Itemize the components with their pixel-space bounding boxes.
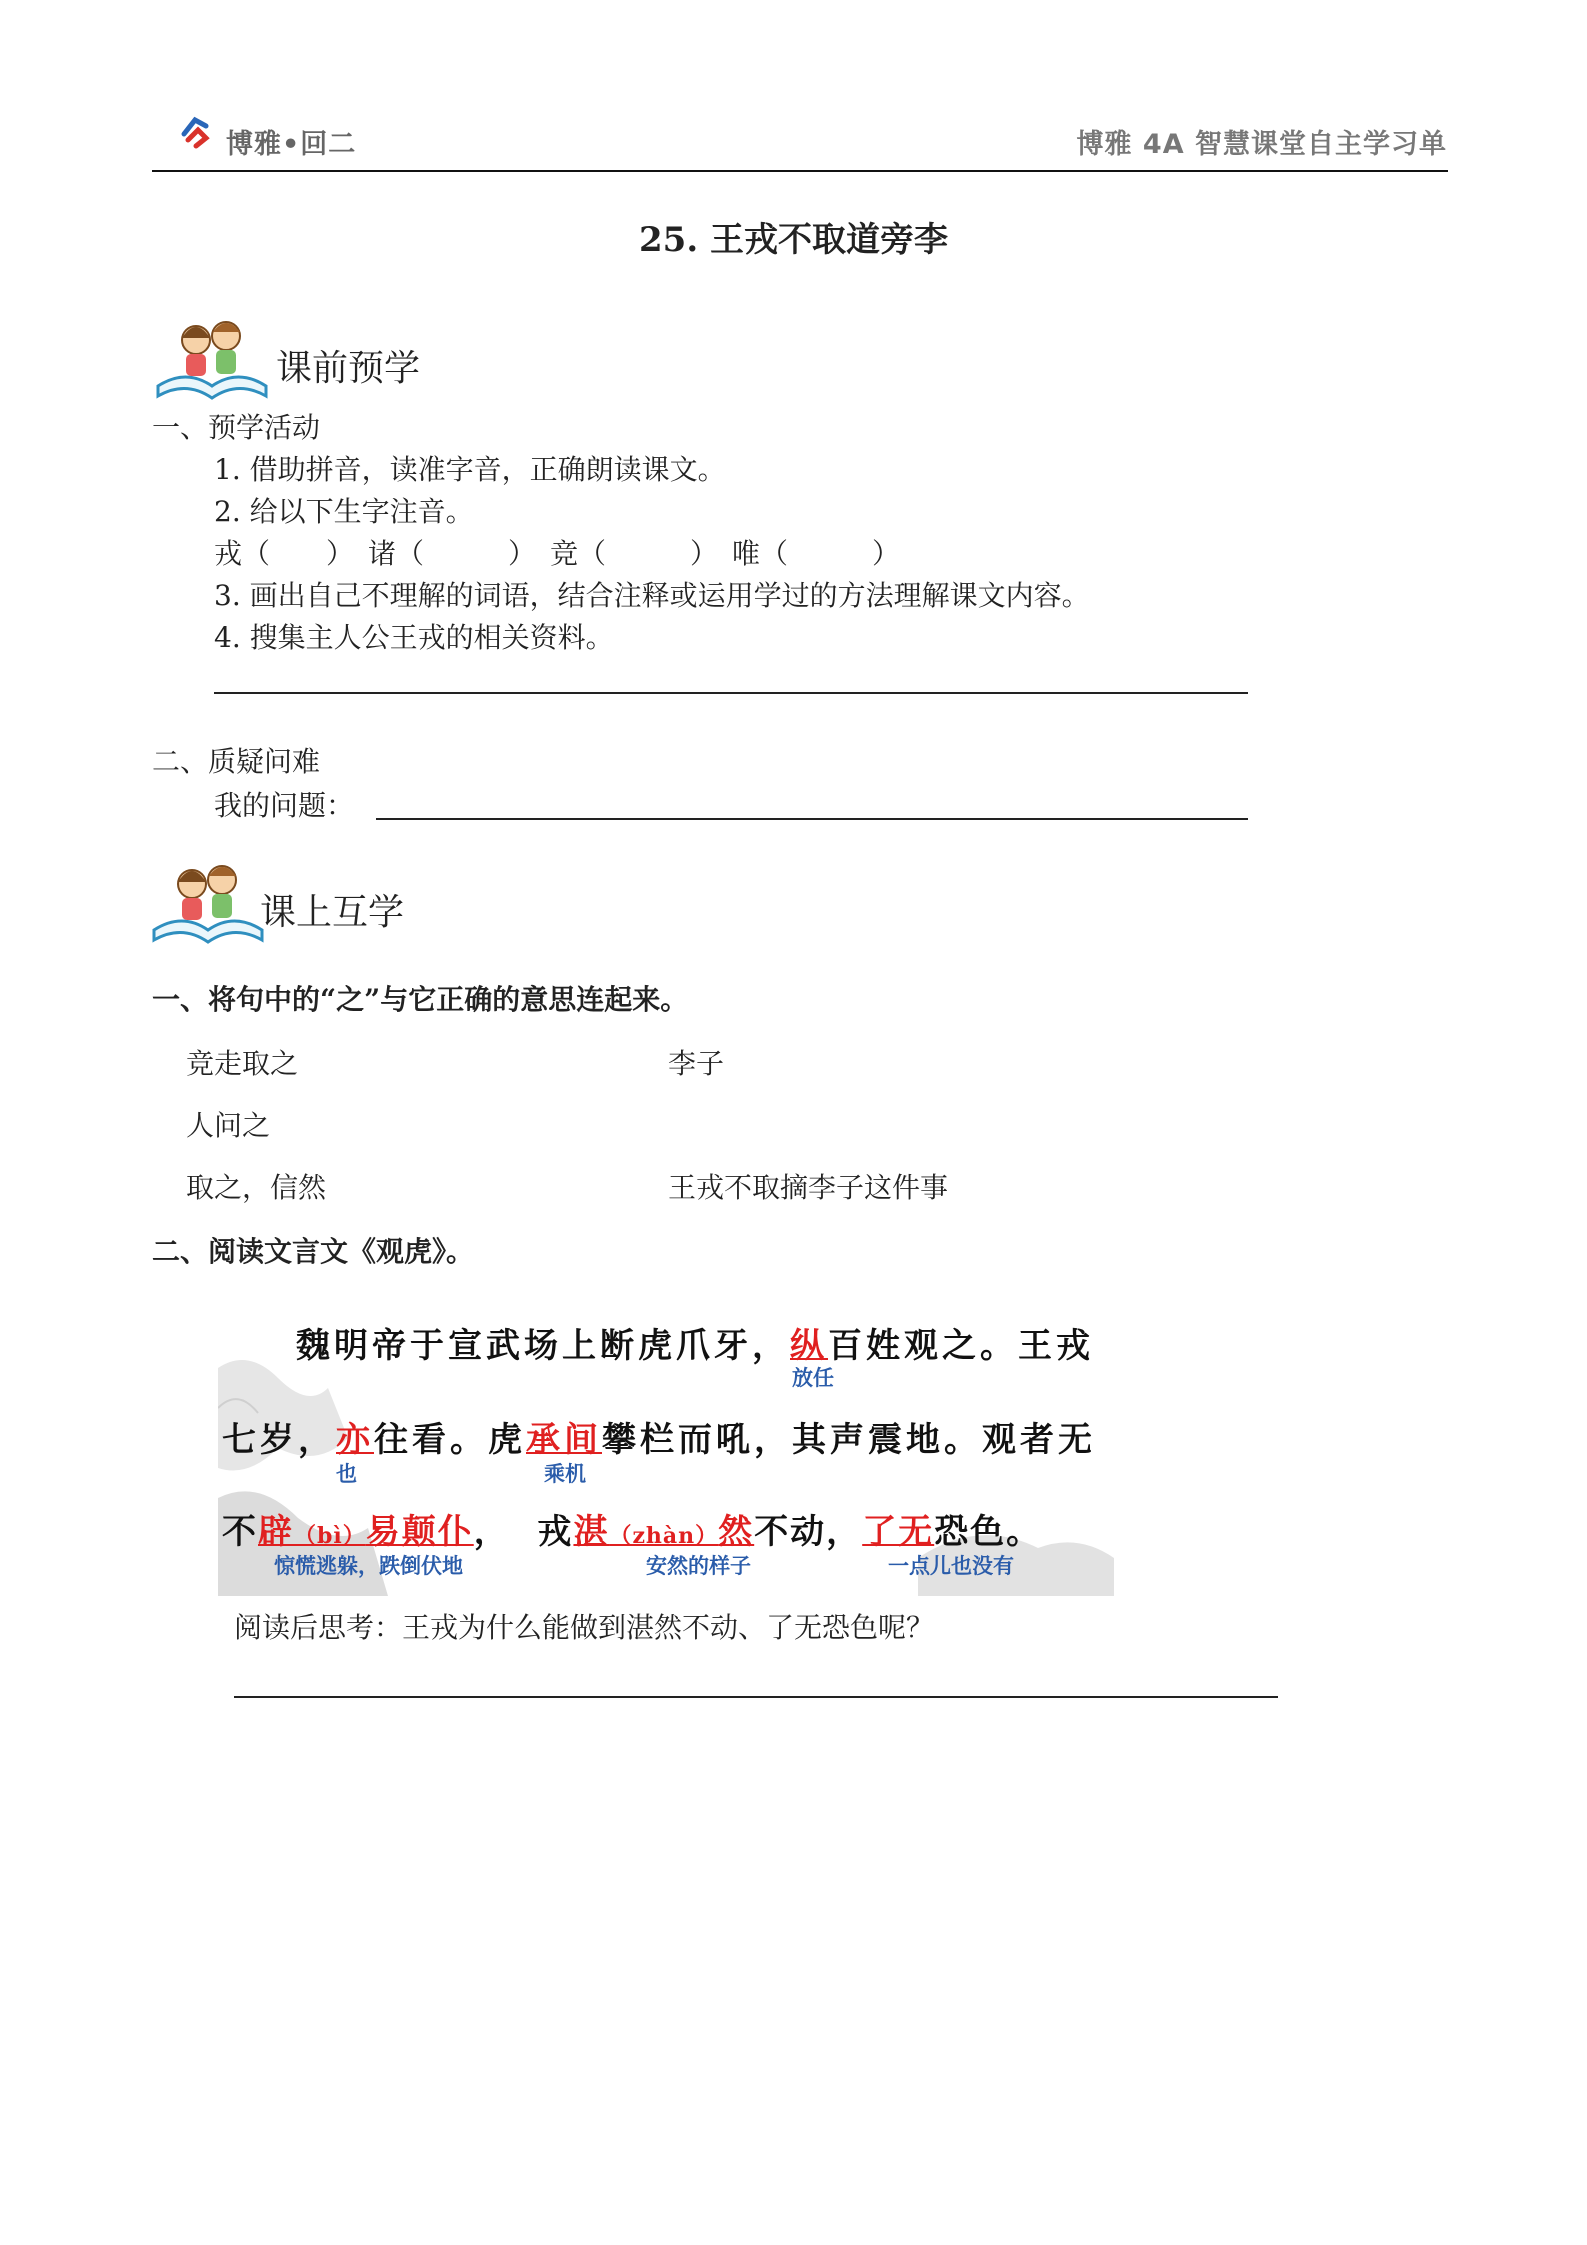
gloss-liaowu: 一点儿也没有 [888, 1553, 1014, 1578]
q1-label: 一、将句中的“之”与它正确的意思连起来。 [152, 983, 689, 1016]
prestudy-item-3: 3. 画出自己不理解的词语，结合注释或运用学过的方法理解课文内容。 [214, 579, 1090, 612]
pinyin-zhan: （zhàn） [609, 1523, 719, 1549]
passage-text: 不动， [754, 1512, 863, 1552]
my-question-label: 我的问题： [214, 789, 355, 822]
passage-line-2 [222, 1412, 1096, 1461]
part-questions-label: 二、质疑问难 [152, 745, 321, 778]
kids-reading-icon [152, 310, 272, 406]
pinyin-bi: （bì） [294, 1523, 366, 1549]
section-in-class-heading: 课上互学 [260, 892, 405, 933]
page-title: 25. 王戎不取道旁李 [639, 220, 948, 260]
highlight-bi: 辟 [258, 1512, 294, 1552]
passage-line-1 [296, 1318, 1094, 1367]
prestudy-item-1: 1. 借助拼音，读准字音，正确朗读课文。 [214, 453, 726, 486]
passage-text: ， 戎 [473, 1512, 574, 1552]
header-rule [152, 170, 1448, 172]
answer-line-materials[interactable] [214, 692, 1248, 694]
passage-text: 攀栏而吼，其声震地。观者无 [602, 1420, 1096, 1460]
match-left-1[interactable]: 竞走取之 [186, 1047, 299, 1080]
gloss-zhanran: 安然的样子 [646, 1553, 751, 1578]
gloss-chengjian: 乘机 [544, 1461, 586, 1486]
highlight-zhan: 湛 [573, 1512, 610, 1552]
match-right-2[interactable]: 王戎不取摘李子这件事 [668, 1171, 949, 1204]
q2-label: 二、阅读文言文《观虎》。 [152, 1235, 475, 1268]
passage-figure [218, 1318, 1114, 1596]
match-left-2[interactable]: 人问之 [186, 1109, 271, 1142]
match-left-3[interactable]: 取之，信然 [186, 1171, 327, 1204]
header-brand: 博雅•回二 [226, 129, 357, 160]
prestudy-item-4: 4. 搜集主人公王戎的相关资料。 [214, 621, 614, 654]
highlight-chengjian: 承间 [526, 1420, 602, 1460]
think-question: 阅读后思考：王戎为什么能做到湛然不动、了无恐色呢？ [234, 1611, 935, 1644]
highlight-yidianpu: 易颠仆 [365, 1512, 474, 1552]
part-prestudy-activities-label: 一、预学活动 [152, 411, 321, 444]
passage-line-3 [222, 1504, 1042, 1553]
gloss-zong: 放任 [792, 1365, 834, 1390]
brand-logo-icon [176, 112, 214, 150]
header-series-title: 博雅 4A 智慧课堂自主学习单 [1076, 129, 1447, 160]
passage-text: 百姓观之。王戎 [828, 1326, 1094, 1366]
match-right-1[interactable]: 李子 [668, 1047, 725, 1080]
kids-reading-icon [148, 854, 268, 950]
highlight-yi: 亦 [336, 1420, 374, 1460]
answer-line-my-question[interactable] [376, 818, 1248, 820]
passage-text: 七岁， [222, 1420, 336, 1460]
gloss-yi: 也 [336, 1461, 357, 1486]
pinyin-blanks-row: 戎（ ） 诸（ ） 竞（ ） 唯（ ） [214, 537, 901, 570]
highlight-liaowu: 了无 [862, 1512, 935, 1552]
passage-text: 不 [222, 1512, 258, 1552]
section-pre-study-heading: 课前预学 [276, 348, 421, 389]
passage-text: 魏明帝于宣武场上断虎爪牙， [296, 1326, 790, 1366]
highlight-ran: 然 [718, 1512, 755, 1552]
passage-text: 恐色。 [934, 1512, 1043, 1552]
highlight-zong: 纵 [790, 1326, 828, 1366]
gloss-piyi: 惊慌逃躲，跌倒伏地 [274, 1553, 463, 1578]
prestudy-item-2: 2. 给以下生字注音。 [214, 495, 474, 528]
passage-text: 往看。虎 [374, 1420, 526, 1460]
answer-line-think[interactable] [234, 1696, 1278, 1698]
